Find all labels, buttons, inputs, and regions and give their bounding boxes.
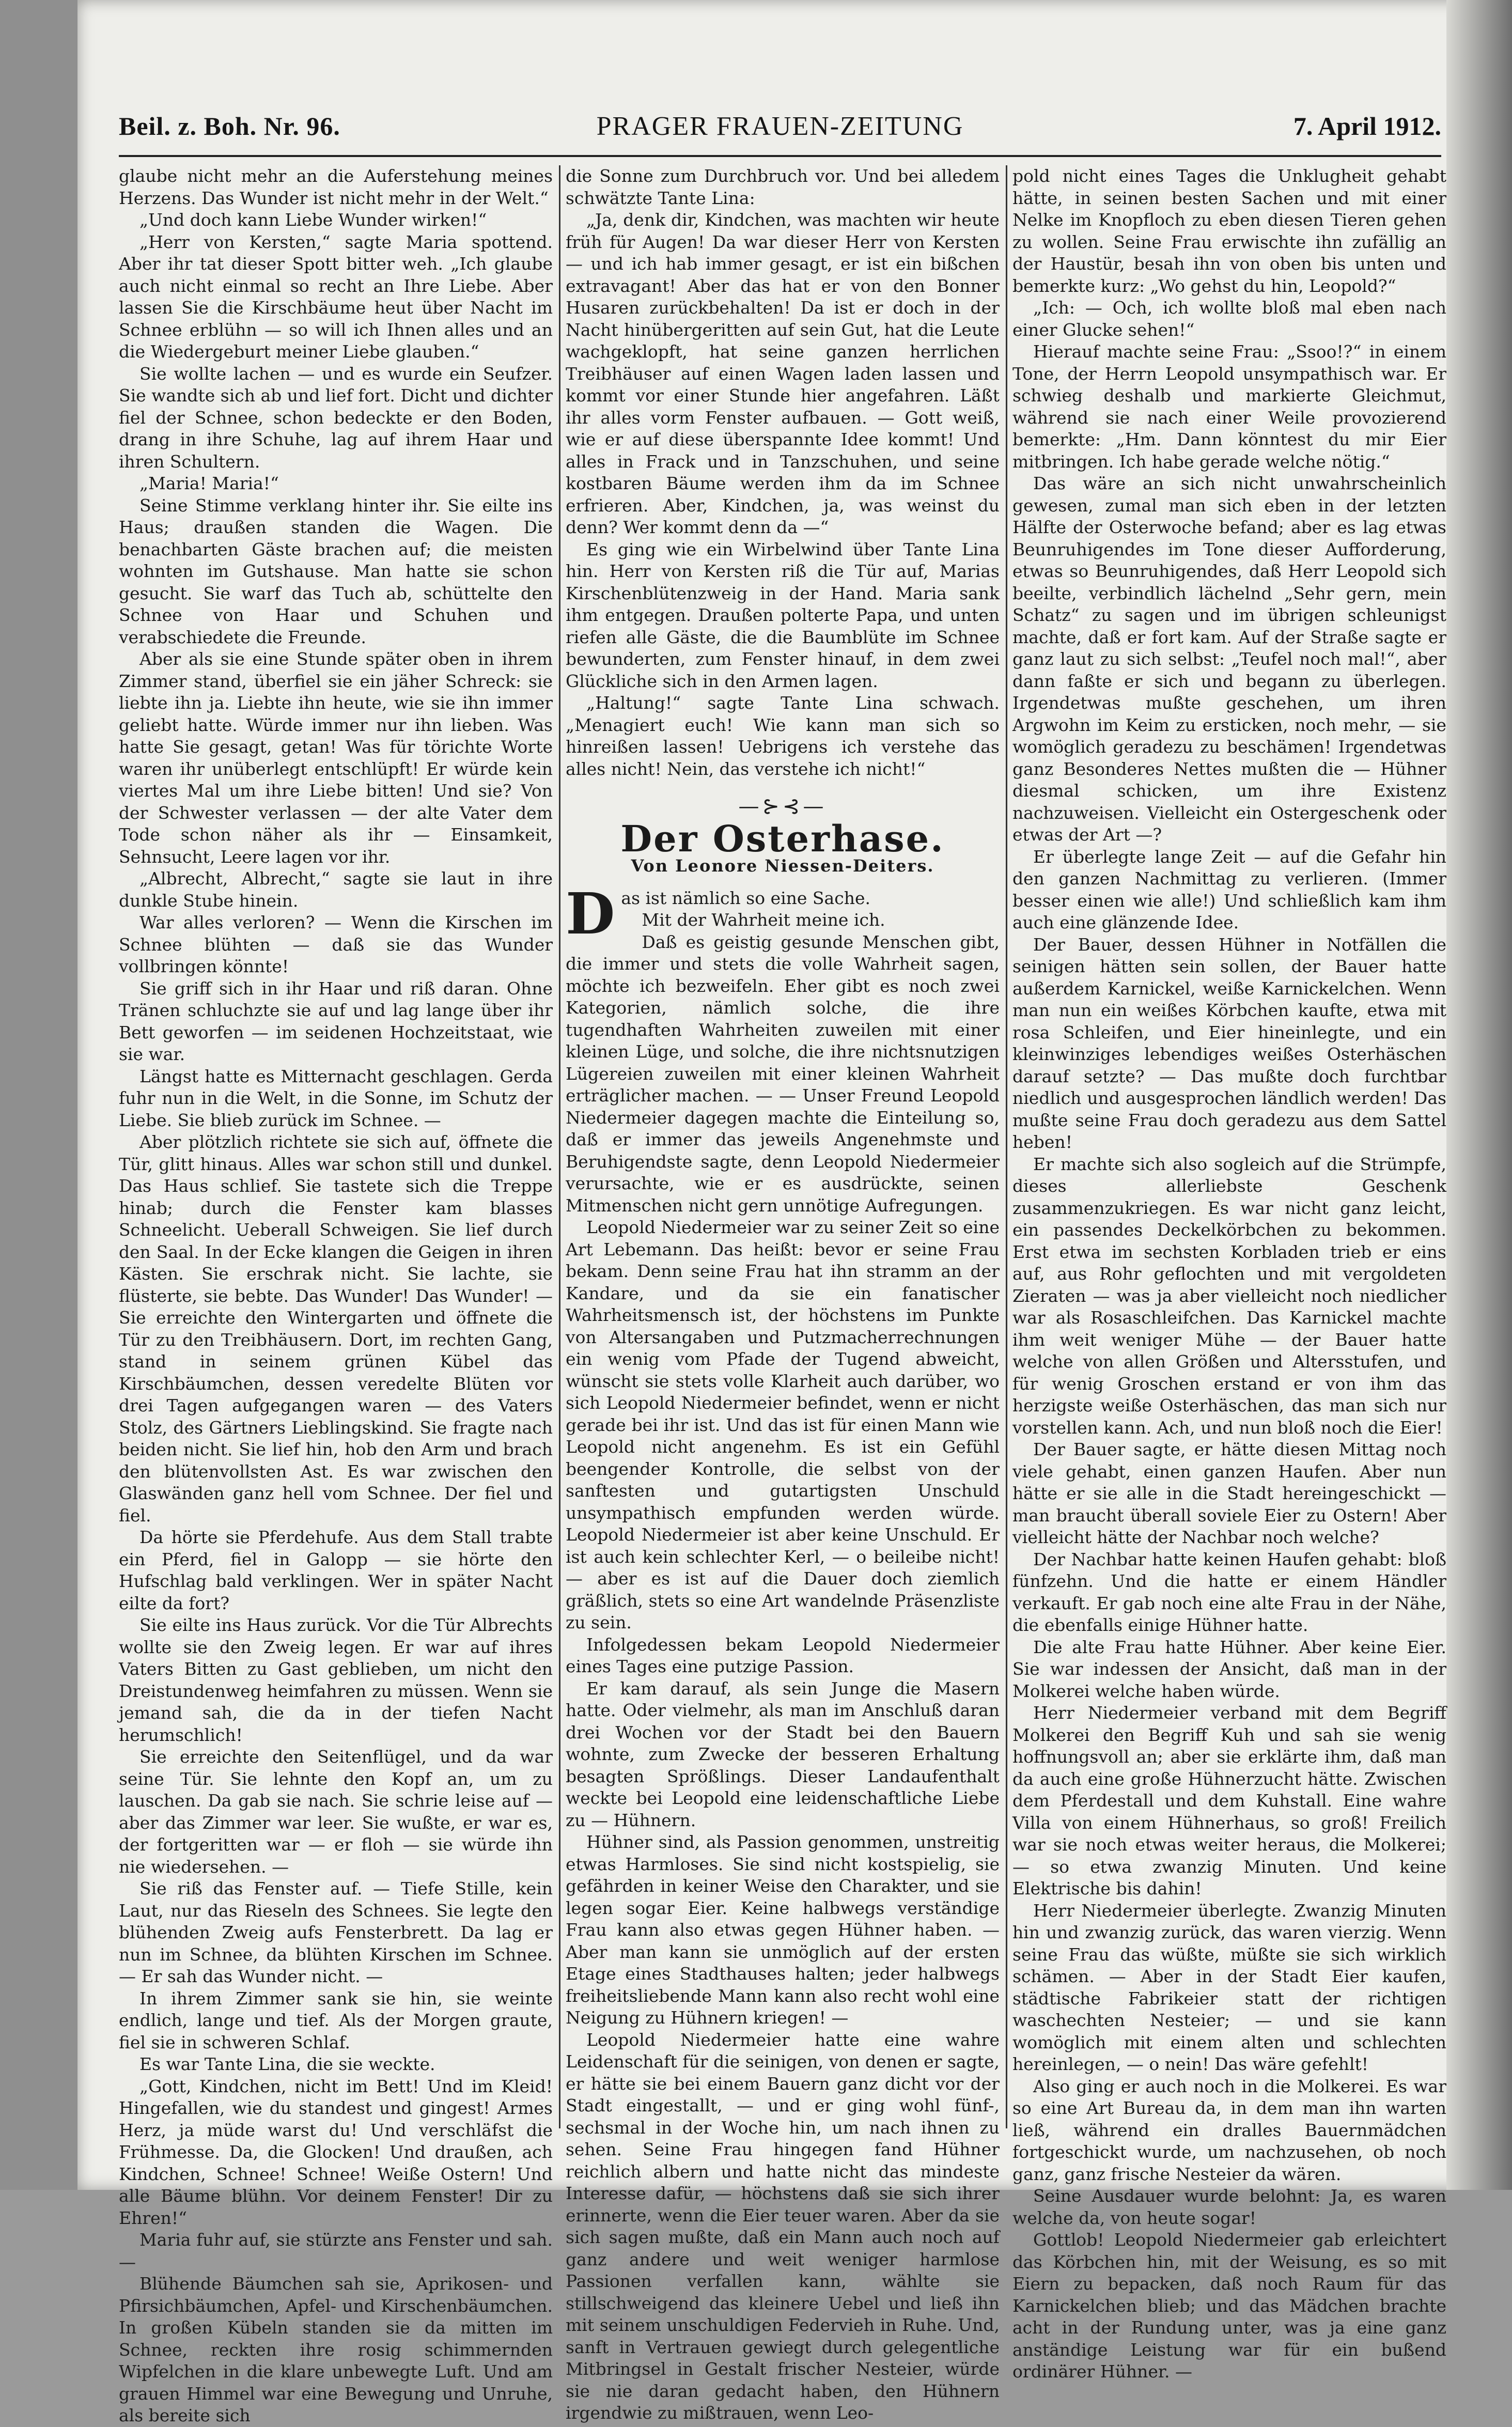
paragraph: Blühende Bäumchen sah sie, Aprikosen- und Pfirsichbäumchen, Apfel- und Kirschenbäumchen. In großen Kübeln standen sie da mitten im Schnee, reckten ihre rosig schimmernden Wipfelchen in die klare unbewegte Luft. Und am grauen Himmel war eine Bewegung und Unruhe, als bereite sich bbox=[119, 2274, 553, 2425]
paragraph: „Haltung!“ sagte Tante Lina schwach. „Menagiert euch! Wie kann man sich so hinreißen lassen! Uebrigens ich verstehe das alles nicht! Nein, das verstehe ich nicht!“ bbox=[566, 693, 1000, 779]
column-2 bbox=[566, 165, 1000, 2423]
paragraph: Er machte sich also sogleich auf die Strümpfe, dieses allerliebste Geschenk zusammenzukriegen. Es war nicht ganz leicht, ein passendes Deckelkörbchen zu bekommen. Erst etwa im sechsten Korbladen trieb er eins auf, aus Rohr geflochten und mit vergoldeten Zieraten — was ja aber vielleicht noch niedlicher war als Rosaschleifchen. Das Karnickel machte ihm weit weniger Mühe — der Bauer hatte welche von allen Größen und Altersstufen, und für wenig Groschen erstand er von ihm das herzigste weiße Osterhäschen, das man sich nur vorstellen kann. Ach, und nun bloß noch die Eier! bbox=[1012, 1154, 1446, 1438]
paragraph: Aber plötzlich richtete sie sich auf, öffnete die Tür, glitt hinaus. Alles war schon still und dunkel. Das Haus schlief. Sie tastete sich die Treppe hinab; durch die Fenster kam blasses Schneelicht. Ueberall Schweigen. Sie lief durch den Saal. In der Ecke klangen die Geigen in ihren Kästen. Sie erschrak nicht. Sie lachte, sie flüsterte, sie bebte. Das Wunder! Das Wunder! — Sie erreichte den Wintergarten und öffnete die Tür zu den Treibhäusern. Dort, im rechten Gang, stand in seinem grünen Kübel das Kirschbäumchen, dessen veredelte Blüten vor drei Tagen aufgegangen waren — des Vaters Stolz, des Gärtners Lieblingskind. Sie fragte nach beiden nicht. Sie lief hin, hob den Arm und brach den blütenvollsten Ast. Es war zwischen den Glaswänden ganz hell vom Schnee. Der fiel und fiel. bbox=[119, 1132, 553, 1526]
paragraph: In ihrem Zimmer sank sie hin, sie weinte endlich, lange und tief. Als der Morgen graute, fiel sie in schweren Schlaf. bbox=[119, 1988, 553, 2052]
drop-cap: D bbox=[566, 880, 615, 947]
paragraph: „Maria! Maria!“ bbox=[139, 473, 279, 493]
paragraph: Er kam darauf, als sein Junge die Masern hatte. Oder vielmehr, als man im Anschluß daran drei Wochen vor der Stadt bei den Bauern wohnte, zum Zwecke der besseren Erhaltung besagten Sprößlings. Dieser Landaufenthalt weckte bei Leopold eine leidenschaftliche Liebe zu — Hühnern. bbox=[566, 1678, 1000, 1830]
paragraph: Es ging wie ein Wirbelwind über Tante Lina hin. Herr von Kersten riß die Tür auf, Marias Kirschenblütenzweig in der Hand. Maria sank ihm entgegen. Draußen polterte Papa, und unten riefen alle Gäste, die die Baumblüte im Schnee bewunderten, zum Fenster hinauf, in dem zwei Glückliche sich in den Armen lagen. bbox=[566, 539, 1000, 691]
article-byline: Von Leonore Niessen-Deiters. bbox=[631, 856, 934, 876]
paragraph: Aber als sie eine Stunde später oben in ihrem Zimmer stand, überfiel sie ein jäher Schreck: sie liebte ihn ja. Liebte ihn heute, wie sie ihn immer geliebt hatte. Würde immer nur ihn lieben. Was hatte Sie gesagt, getan! Was für törichte Worte waren ihr unüberlegt entschlüpft! Er würde kein viertes Mal um ihre Liebe bitten! Und sie? Von der Schwester verlassen — der alte Vater dem Tode schon näher als ihr — Einsamkeit, Sehnsucht, Leere lagen vor ihr. bbox=[119, 649, 553, 867]
paragraph: Der Bauer, dessen Hühner in Notfällen die seinigen hätten sein sollen, der Bauer hatte außerdem Karnickel, weiße Karnickelchen. Wenn man nun ein weißes Körbchen kaufte, etwa mit rosa Schleifen, und Eier hineinlegte, und ein kleinwinziges lebendiges weißes Osterhäschen darauf setzte? — Das mußte doch furchtbar niedlich und ausgesprochen ländlich werden! Das mußte seine Frau doch geradezu aus dem Sattel heben! bbox=[1012, 934, 1446, 1152]
paragraph: Seine Ausdauer wurde belohnt: Ja, es waren welche da, von heute sogar! bbox=[1012, 2186, 1446, 2228]
paragraph: Die alte Frau hatte Hühner. Aber keine Eier. Sie war indessen der Ansicht, daß man in der Molkerei welche haben würde. bbox=[1012, 1637, 1446, 1701]
paragraph: Hühner sind, als Passion genommen, unstreitig etwas Harmloses. Sie sind nicht kostspielig, sie gefährden in keiner Weise den Charakter, und sie legen sogar Eier. Keine halbwegs verständige Frau kann also etwas gegen Hühner haben. — Aber man kann sie unmöglich auf der ersten Etage eines Stadthauses halten; jeder halbwegs freiheitsliebende Mann kann also recht wohl eine Neigung zu Hühnern kriegen! — bbox=[566, 1832, 1000, 2028]
paragraph: Der Nachbar hatte keinen Haufen gehabt: bloß fünfzehn. Und die hatte er einem Händler verkauft. Er gab noch eine alte Frau in der Nähe, die ebenfalls einige Hühner hatte. bbox=[1012, 1549, 1446, 1635]
paragraph: „Ja, denk dir, Kindchen, was machten wir heute früh für Augen! Da war dieser Herr von Kersten — und ich hab immer gesagt, er ist ein bißchen extravagant! Aber das hat er von den Bonner Husaren zurückbehalten! Da ist er doch in der Nacht hinübergeritten auf sein Gut, hat die Leute wachgeklopft, hat seine ganzen herrlichen Treibhäuser auf einen Wagen laden lassen und kommt vor einer Stunde hier angefahren. Läßt ihr alles vorm Fenster aufbauen. — Gott weiß, wie er auf diese überspannte Idee kommt! Und alles in Frack und in Tanzschuhen, und seine kostbaren Bäume werden ihm da im Schnee erfrieren. Aber, Kindchen, ja, was weinst du denn? Wer kommt denn da —“ bbox=[566, 210, 1000, 537]
header-rule bbox=[119, 155, 1441, 157]
paragraph: Der Bauer sagte, er hätte diesen Mittag noch viele gehabt, einen ganzen Haufen. Aber nun hätte er sie alle in die Stadt hereingeschickt — man braucht überall soviele Eier zu Ostern! Aber vielleicht hätte der Nachbar noch welche? bbox=[1012, 1439, 1446, 1547]
paragraph: Sie griff sich in ihr Haar und riß daran. Ohne Tränen schluchzte sie auf und lag lange über ihr Bett geworfen — im seidenen Hochzeitstaat, wie sie war. bbox=[119, 978, 553, 1064]
paragraph: „Und doch kann Liebe Wunder wirken!“ bbox=[139, 210, 487, 230]
paragraph: die Sonne zum Durchbruch vor. Und bei alledem schwätzte Tante Lina: bbox=[566, 166, 1000, 208]
article-title: Der Osterhase. bbox=[620, 817, 945, 860]
paragraph: „Ich: — Och, ich wollte bloß mal eben nach einer Glucke sehen!“ bbox=[1012, 298, 1446, 340]
opening-text: as ist nämlich so eine Sache. bbox=[621, 888, 870, 908]
column-divider bbox=[559, 165, 560, 2128]
page-header bbox=[119, 101, 1441, 152]
page-content bbox=[103, 88, 1457, 2425]
paragraph: „Gott, Kindchen, nicht im Bett! Und im Kleid! Hingefallen, wie du standest und gingest! Armes Herz, ja müde warst du! Und verschläfst die Frühmesse. Da, die Glocken! Und draußen, ach Kindchen, Schnee! Schnee! Weiße Ostern! Und alle Bäume blühn. Vor deinem Fenster! Dir zu Ehren!“ bbox=[119, 2076, 553, 2228]
paragraph: Da hörte sie Pferdehufe. Aus dem Stall trabte ein Pferd, fiel in Galopp — sie hörte den Hufschlag bald verklingen. Wer in später Nacht eilte da fort? bbox=[119, 1527, 553, 1613]
column-1 bbox=[119, 165, 553, 2425]
newspaper-title: PRAGER FRAUEN-ZEITUNG bbox=[596, 112, 964, 141]
paragraph: Herr Niedermeier überlegte. Zwanzig Minuten hin und zwanzig zurück, das waren vierzig. Wenn seine Frau das wüßte, müßte sie sich wirklich schämen. — Aber in der Stadt Eier kaufen, städtische Fabrikeier statt der richtigen waschechten Nesteier; — und sie kann womöglich mit einem alten und schlechten hereinlegen, — o nein! Das wäre gefehlt! bbox=[1012, 1900, 1446, 2074]
paragraph: Es war Tante Lina, die sie weckte. bbox=[139, 2054, 435, 2074]
paragraph: Leopold Niedermeier hatte eine wahre Leidenschaft für die seinigen, von denen er sagte, er hätte sie bei einem Bauern ganz dicht vor der Stadt eingestallt, — und er ging wohl fünf-, sechsmal in der Woche hin, um nach ihnen zu sehen. Seine Frau hingegen fand Hühner reichlich albern und hatte nicht das mindeste Interesse dafür, — höchstens daß sie sich ihrer erinnerte, wenn die Eier teuer waren. Aber da sie sich sagen mußte, daß ein Mann auch noch auf ganz andere und weit weniger harmlose Passionen verfallen kann, wählte sie stillschweigend das kleinere Uebel und ließ ihn mit seinem unschuldigen Federvieh in Ruhe. Und, sanft in Vertrauen gewiegt durch gelegentliche Mitbringsel in Gestalt frischer Nesteier, würde sie nie daran gedacht haben, den Hühnern irgendwie zu mißtrauen, wenn Leo- bbox=[566, 2029, 1000, 2423]
issue-number: Beil. z. Boh. Nr. 96. bbox=[119, 112, 340, 141]
column-divider bbox=[1006, 165, 1007, 2128]
paragraph: Sie erreichte den Seitenflügel, und da war seine Tür. Sie lehnte den Kopf an, um zu lauschen. Da gab sie nach. Sie schrie leise auf — aber das Zimmer war leer. Sie wußte, er war es, der fortgeritten war — er floh — sie würde ihn nie wiedersehen. — bbox=[119, 1747, 553, 1877]
paragraph: Sie eilte ins Haus zurück. Vor die Tür Albrechts wollte sie den Zweig legen. Er war auf ihres Vaters Bitten zu Gast geblieben, um nicht den Dreistundenweg heimfahren zu müssen. Wenn sie jemand sah, die da in der tiefen Nacht herumschlich! bbox=[119, 1615, 553, 1745]
paragraph: Gottlob! Leopold Niedermeier gab erleichtert das Körbchen hin, mit der Weisung, es so mit Eiern zu bepacken, daß noch Raum für das Karnickelchen blieb; und das Mädchen brachte acht in der Rundung unter, was ja eine ganz anständige Leistung war für ein bußend ordinärer Hühner. — bbox=[1012, 2230, 1446, 2382]
paragraph: Sie riß das Fenster auf. — Tiefe Stille, kein Laut, nur das Rieseln des Schnees. Sie legte den blühenden Zweig aufs Fensterbrett. Da lag er nun im Schnee, da blühten Kirschen im Schnee. — Er sah das Wunder nicht. — bbox=[119, 1878, 553, 1986]
paragraph: Infolgedessen bekam Leopold Niedermeier eines Tages eine putzige Passion. bbox=[566, 1634, 1000, 1676]
paragraph: Maria fuhr auf, sie stürzte ans Fenster und sah. — bbox=[119, 2230, 553, 2272]
paragraph: Mit der Wahrheit meine ich. bbox=[642, 910, 885, 930]
paragraph: Er überlegte lange Zeit — auf die Gefahr hin den ganzen Nachmittag zu verlieren. (Immer besser einen wie alle!) Und schließlich kam ihm auch eine glänzende Idee. bbox=[1012, 846, 1446, 932]
paragraph: Hierauf machte seine Frau: „Ssoo!?“ in einem Tone, der Herrn Leopold unsympathisch war. Er schwieg deshalb und markierte Gleichmut, während sie nach einer Weile provozierend bemerkte: „Hm. Dann könntest du mir Eier mitbringen. Ich habe gerade welche nötig.“ bbox=[1012, 341, 1446, 472]
column-3 bbox=[1012, 165, 1446, 2382]
paragraph: glaube nicht mehr an die Auferstehung meines Herzens. Das Wunder ist nicht mehr in der Welt.“ bbox=[119, 166, 553, 208]
paragraph: Leopold Niedermeier war zu seiner Zeit so eine Art Lebemann. Das heißt: bevor er seine Frau bekam. Denn seine Frau hat ihn stramm an der Kandare, und da sie ein fanatischer Wahrheitsmensch ist, der höchstens im Punkte von Altersangaben und Putzmacherrechnungen ein wenig vom Pfade der Tugend abweicht, wünscht sie stets volle Klarheit auch darüber, wo sich Leopold Niedermeier befindet, wenn er nicht gerade bei ihr ist. Und das ist für einen Mann wie Leopold nicht angenehm. Es ist ein Gefühl beengender Kontrolle, die selbst von der sanftesten und gutartigsten Unschuld unsympathisch empfunden werden würde. Leopold Niedermeier ist aber keine Unschuld. Er ist auch kein schlechter Kerl, — o beileibe nicht! — aber es ist auf die Dauer doch ziemlich gräßlich, stets so eine Art wandelnde Präsenzliste zu sein. bbox=[566, 1217, 1000, 1632]
section-ornament: —⊱⊰— bbox=[738, 795, 827, 818]
paragraph: Also ging er auch noch in die Molkerei. Es war so eine Art Bureau da, in dem man ihn warten ließ, während ein dralles Bauernmädchen fortgeschickt wurde, um nachzusehen, ob noch ganz, ganz frische Nesteier da wären. bbox=[1012, 2076, 1446, 2184]
paragraph: „Herr von Kersten,“ sagte Maria spottend. Aber ihr tat dieser Spott bitter weh. „Ich glaube auch nicht einmal so recht an Ihre Liebe. Aber lassen Sie die Kirschbäume heut über Nacht im Schnee erblühn — so will ich Ihnen alles und an die Wiedergeburt meiner Liebe glauben.“ bbox=[119, 231, 553, 362]
paragraph: Längst hatte es Mitternacht geschlagen. Gerda fuhr nun in die Welt, in die Sonne, im Schutz der Liebe. Sie blieb zurück im Schnee. — bbox=[119, 1066, 553, 1130]
paragraph: „Albrecht, Albrecht,“ sagte sie laut in ihre dunkle Stube hinein. bbox=[119, 868, 553, 911]
paragraph: Das wäre an sich nicht unwahrscheinlich gewesen, zumal man sich eben in der letzten Hälfte der Osterwoche befand; aber es lag etwas Beunruhigendes im Tone dieser Aufforderung, etwas so Beunruhigendes, daß Herr Leopold sich beeilte, verbindlich lächelnd „Sehr gern, mein Schatz“ zu sagen und im übrigen schleunigst machte, daß er fort kam. Auf der Straße sagte er ganz laut zu sich selbst: „Teufel noch mal!“, aber dann faßte er sich und begann zu überlegen. Irgendetwas mußte geschehen, um ihren Argwohn im Keim zu ersticken, noch mehr, — sie womöglich geradezu zu beschämen! Irgendetwas ganz Besonderes Nettes mußten die — Hühner diesmal schicken, um ihre Existenz nachzuweisen. Vielleicht ein Ostergeschenk oder etwas der Art —? bbox=[1012, 473, 1446, 845]
paragraph: Seine Stimme verklang hinter ihr. Sie eilte ins Haus; draußen standen die Wagen. Die benachbarten Gäste brachen auf; die meisten wohnten im Gutshause. Man hatte sie schon gesucht. Sie warf das Tuch ab, schüttelte den Schnee von Haar und Schuhen und verabschiedete die Freunde. bbox=[119, 495, 553, 647]
paragraph: Sie wollte lachen — und es wurde ein Seufzer. Sie wandte sich ab und lief fort. Dicht und dichter fiel der Schnee, schon bedeckte er den Boden, drang in ihre Schuhe, lag auf ihrem Haar und ihren Schultern. bbox=[119, 363, 553, 472]
paragraph: Daß es geistig gesunde Menschen gibt, die immer und stets die volle Wahrheit sagen, möchte ich bezweifeln. Eher gibt es noch zwei Kategorien, nämlich solche, die ihre tugendhaften Wahrheiten zuweilen mit einer kleinen Lüge, und solche, die ihre nichtsnutzigen Lügereien zuweilen mit einer kleinen Wahrheit erträglicher machen. — — Unser Freund Leopold Niedermeier dagegen machte die Einteilung so, daß er immer das jeweils Angenehmste und Beruhigendste sagte, denn Leopold Niedermeier verursachte, wie er es ausdrückte, seinen Mitmenschen nicht gern unnötige Aufregungen. bbox=[566, 931, 1000, 1216]
paragraph: War alles verloren? — Wenn die Kirschen im Schnee blühten — daß sie das Wunder vollbringen könnte! bbox=[119, 912, 553, 976]
paragraph: pold nicht eines Tages die Unklugheit gehabt hätte, in seinen besten Sachen und mit einer Nelke im Knopfloch zu eben diesen Tieren gehen zu wollen. Seine Frau erwischte ihn zufällig an der Haustür, besah ihn von oben bis unten und bemerkte kurz: „Wo gehst du hin, Leopold?“ bbox=[1012, 166, 1446, 296]
paragraph: Herr Niedermeier verband mit dem Begriff Molkerei den Begriff Kuh und sah sie wenig hoffnungsvoll an; aber sie erklärte ihm, daß man da auch eine große Hühnerzucht hätte. Zwischen dem Pferdestall und dem Kuhstall. Eine wahre Villa von einem Hühnerhaus, so groß! Freilich war sie noch etwas weiter heraus, die Molkerei; — so etwa zwanzig Minuten. Und keine Elektrische bis dahin! bbox=[1012, 1703, 1446, 1899]
issue-date: 7. April 1912. bbox=[1293, 112, 1441, 141]
